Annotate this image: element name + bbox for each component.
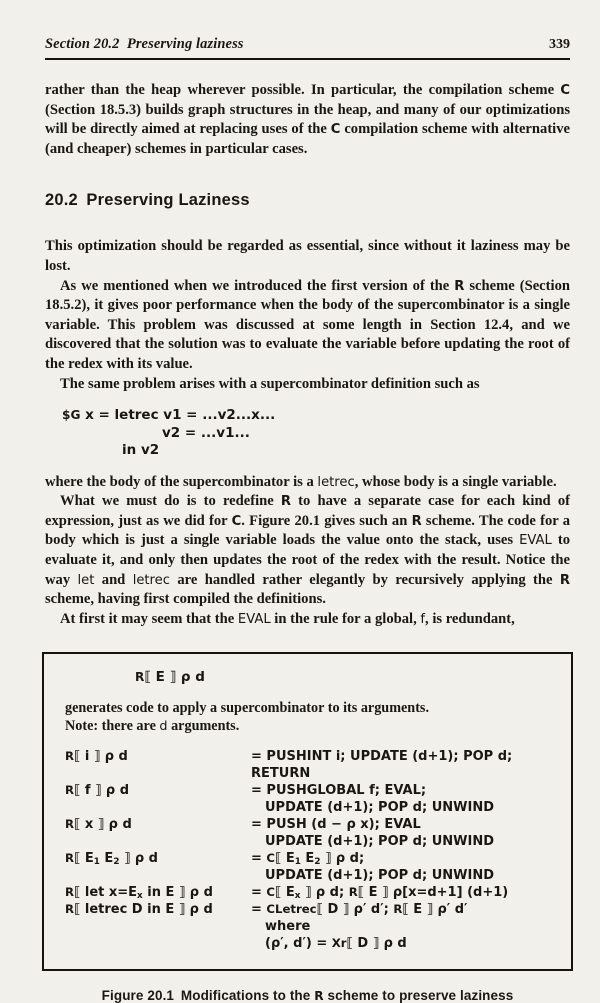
rule-pattern: R⟦ x ⟧ ρ d bbox=[65, 817, 132, 833]
rule-code-line: = PUSH (d − ρ x); EVAL bbox=[251, 817, 421, 833]
running-header bbox=[45, 36, 570, 60]
figure-rule-row bbox=[65, 816, 561, 850]
figure-caption: Figure 20.1 Modifications to the R scheme to preserve laziness bbox=[101, 988, 514, 1003]
paragraph: The same problem arises with a supercombinator definition such as bbox=[60, 375, 480, 392]
figure-rules-list bbox=[65, 748, 561, 952]
rule-code-line: = C⟦ $E_x$ ⟧ ρ d; R⟦ E ⟧ ρ[x=d+1] (d+1) bbox=[251, 885, 509, 902]
rule-code bbox=[251, 884, 561, 901]
code-line: v2 = ...v1... bbox=[162, 424, 250, 441]
rule-pattern: R⟦ letrec D in E ⟧ ρ d bbox=[65, 902, 213, 918]
paragraph: As we mentioned when we introduced the first version of the R scheme (Section 18.5.2), it gives poor performance when the body of the supercombinator is a single variable. This problem was discussed at some length in Section 12.4, and we discovered that the solution was to evaluate the variable before updating the root of the redex with its value. bbox=[45, 277, 570, 372]
paragraph: This optimization should be regarded as essential, since without it laziness may be lost. bbox=[45, 238, 570, 274]
running-header-section-label: Section 20.2 Preserving laziness bbox=[45, 36, 244, 52]
rule-pattern: R⟦ i ⟧ ρ d bbox=[65, 749, 128, 765]
figure-note: Note: there are d arguments. bbox=[65, 717, 240, 734]
rule-pattern: R⟦ $E_1$ $E_2$ ⟧ ρ d bbox=[65, 851, 158, 868]
rule-code-line: where bbox=[265, 919, 311, 935]
figure-rule-row bbox=[65, 782, 561, 816]
rule-code bbox=[251, 901, 561, 952]
rule-code-line: = PUSHGLOBAL f; EVAL; bbox=[251, 783, 427, 799]
rule-code-line: = CLetrec⟦ D ⟧ ρ′ d′; R⟦ E ⟧ ρ′ d′ bbox=[251, 902, 468, 918]
rule-code-line: UPDATE (d+1); POP d; UNWIND bbox=[265, 800, 494, 816]
paragraph: rather than the heap wherever possible. In particular, the compilation scheme C (Section 18.5.3) builds graph structures in the heap, and many of our optimizations will be directly aimed at replacing uses of the C compilation scheme with alternative (and cheaper) schemes in particular cases. bbox=[45, 82, 571, 157]
figure-description: generates code to apply a supercombinator to its arguments. bbox=[65, 700, 429, 717]
rule-pattern: R⟦ let $x=E_x$ in E ⟧ ρ d bbox=[65, 885, 213, 902]
code-block bbox=[62, 407, 570, 460]
figure-rule-row bbox=[65, 884, 561, 901]
figure-rule-row bbox=[65, 748, 561, 782]
rule-code-line: = C⟦ $E_1$ $E_2$ ⟧ ρ d; bbox=[251, 851, 365, 868]
rule-code-line: UPDATE (d+1); POP d; UNWIND bbox=[265, 868, 494, 884]
code-line: in v2 bbox=[122, 442, 160, 459]
rule-pattern: R⟦ f ⟧ ρ d bbox=[65, 783, 130, 799]
rule-code bbox=[251, 850, 561, 884]
rule-code bbox=[251, 748, 561, 782]
page-number: 339 bbox=[549, 37, 570, 52]
rule-code-line: (ρ′, d′) = Xr⟦ D ⟧ ρ d bbox=[265, 936, 407, 952]
body-text bbox=[45, 81, 570, 629]
rule-code bbox=[251, 816, 561, 850]
paragraph: What we must do is to redefine R to have a separate case for each kind of expression, just as we did for C. Figure 20.1 gives such an R scheme. The code for a body which is just a single variable loads the value onto the stack, uses EVAL to evaluate it, and only then updates the root of the redex with the result. Notice the way let and letrec are handled rather elegantly by recursively applying the R scheme, having first compiled the definitions. bbox=[45, 493, 571, 608]
figure-rule-row bbox=[65, 901, 561, 952]
rule-code-line: UPDATE (d+1); POP d; UNWIND bbox=[265, 834, 494, 850]
figure-rule-row bbox=[65, 850, 561, 884]
figure-scheme-signature: R⟦ E ⟧ ρ d bbox=[135, 669, 205, 686]
paragraph: where the body of the supercombinator is a letrec, whose body is a single variable. bbox=[45, 473, 557, 490]
figure-box bbox=[42, 652, 573, 971]
paragraph: At first it may seem that the EVAL in the rule for a global, f, is redundant, bbox=[60, 610, 515, 627]
section-heading: 20.2 Preserving Laziness bbox=[45, 191, 250, 210]
rule-code-line: = PUSHINT i; UPDATE (d+1); POP d; RETURN bbox=[251, 749, 513, 782]
rule-code bbox=[251, 782, 561, 816]
code-line: $G x = letrec v1 = ...v2...x... bbox=[62, 407, 276, 424]
